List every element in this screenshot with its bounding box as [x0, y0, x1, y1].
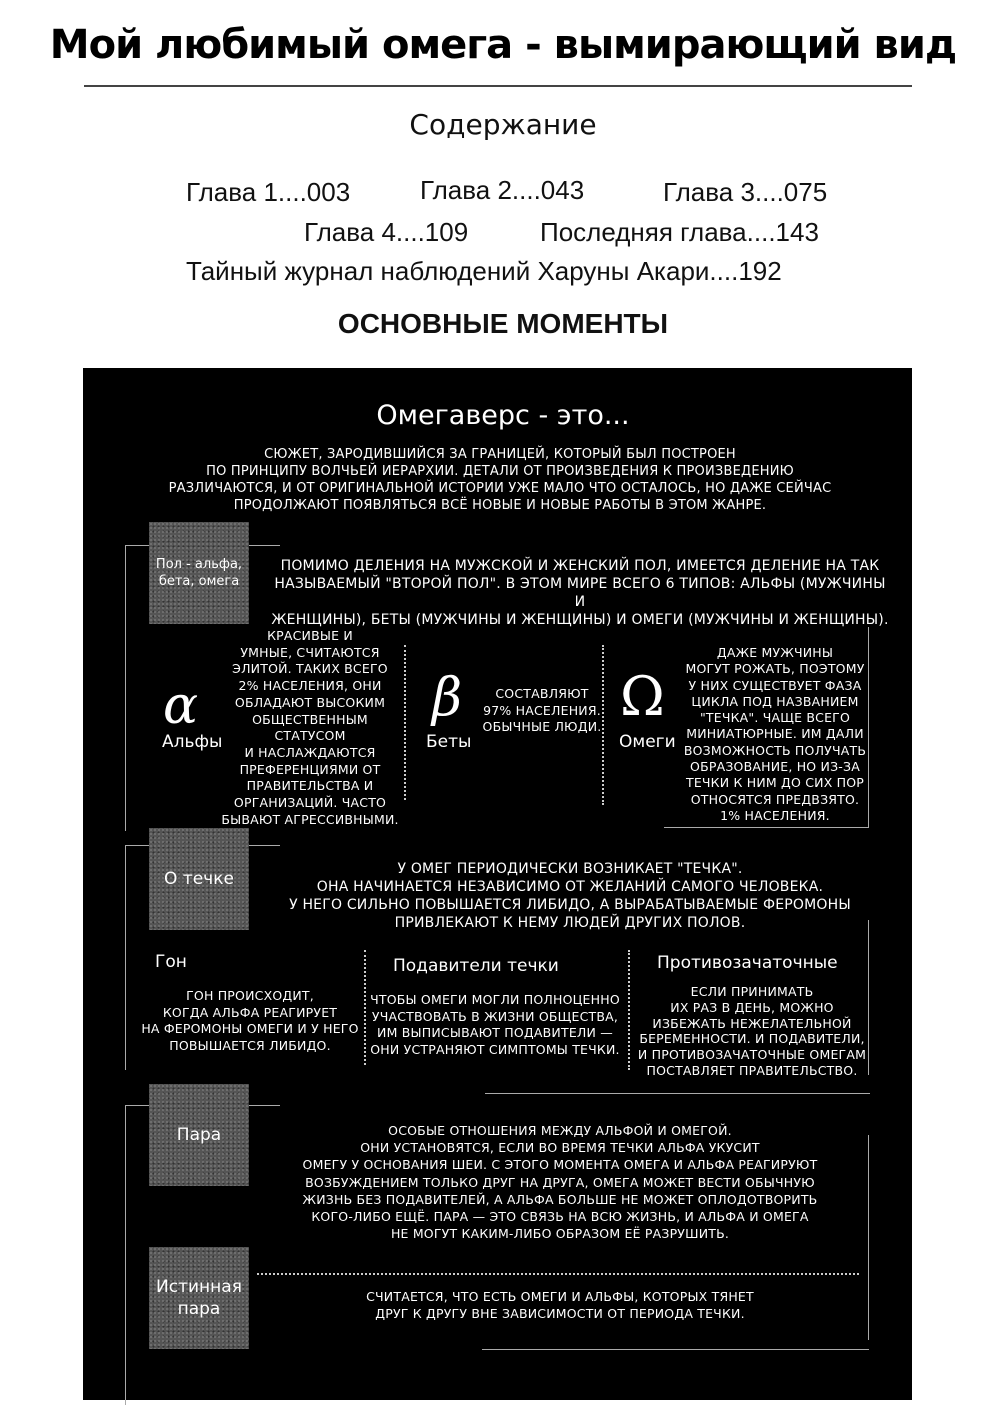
- suppressants-line: УЧАСТВОВАТЬ В ЖИЗНИ ОБЩЕСТВА,: [371, 1008, 619, 1024]
- toc-heading: Содержание: [409, 108, 597, 141]
- alpha-line: БЫВАЮТ АГРЕССИВНЫМИ.: [221, 811, 399, 827]
- omega-line: "ТЕЧКА". ЧАЩЕ ВСЕГО: [699, 710, 851, 726]
- rut-line: ГОН ПРОИСХОДИТ,: [186, 988, 314, 1003]
- contraceptives-title: Противозачаточные: [657, 953, 838, 973]
- toc-item-chapter-4[interactable]: Глава 4....109: [304, 217, 469, 247]
- pair-line: ОНИ УСТАНОВЯТСЯ, ЕСЛИ ВО ВРЕМЯ ТЕЧКИ АЛЬФА УКУСИТ: [360, 1140, 760, 1156]
- omega-label: Омеги: [619, 732, 676, 752]
- beta-description: [478, 686, 606, 736]
- beta-line: ОБЫЧНЫЕ ЛЮДИ.: [482, 719, 602, 734]
- pair-description: [290, 1122, 830, 1242]
- alpha-line: КРАСИВЫЕ И: [267, 628, 353, 643]
- gender-line-left: [125, 545, 150, 546]
- omegaverse-intro: [140, 446, 860, 514]
- true-pair-line: СЧИТАЕТСЯ, ЧТО ЕСТЬ ОМЕГИ И АЛЬФЫ, КОТОРЫХ ТЯНЕТ: [366, 1289, 754, 1304]
- omega-line: ОБРАЗОВАНИЕ, НО ИЗ-ЗА: [690, 759, 860, 775]
- highlights-heading: ОСНОВНЫЕ МОМЕНТЫ: [337, 308, 669, 339]
- rut-line: НА ФЕРОМОНЫ ОМЕГИ И У НЕГО: [141, 1021, 359, 1036]
- omega-box-right: [868, 627, 869, 827]
- omega-line: МОГУТ РОЖАТЬ, ПОЭТОМУ: [685, 661, 865, 677]
- tag-pair-label: Пара: [176, 1125, 222, 1145]
- tag-gender-line: Пол - альфа,: [155, 557, 243, 572]
- toc-item-chapter-1[interactable]: Глава 1....003: [186, 177, 351, 207]
- suppressants-line: ИМ ВЫПИСЫВАЮТ ПОДАВИТЕЛИ —: [377, 1025, 613, 1040]
- tag-gender: [149, 522, 249, 624]
- alpha-label: Альфы: [162, 732, 223, 752]
- suppressants-description: [370, 992, 620, 1058]
- alpha-line: ОБЛАДАЮТ ВЫСОКИМ: [234, 694, 386, 710]
- title-divider: [84, 85, 912, 87]
- omega-line: У НИХ СУЩЕСТВУЕТ ФАЗА: [688, 677, 862, 693]
- omega-line: ТЕЧКИ К НИМ ДО СИХ ПОР: [685, 775, 865, 791]
- suppressants-line: ЧТОБЫ ОМЕГИ МОГЛИ ПОЛНОЦЕННО: [370, 992, 620, 1007]
- omega-line: ВОЗМОЖНОСТЬ ПОЛУЧАТЬ: [683, 742, 867, 758]
- omega-box-bottom: [664, 827, 869, 828]
- true-pair-dotted-line: [257, 1273, 859, 1275]
- pair-line: ОСОБЫЕ ОТНОШЕНИЯ МЕЖДУ АЛЬФОЙ И ОМЕГОЙ.: [388, 1123, 732, 1138]
- omega-line: ОТНОСЯТСЯ ПРЕДВЗЯТО.: [690, 791, 860, 807]
- contraceptives-line: И ПРОТИВОЗАЧАТОЧНЫЕ ОМЕГАМ: [637, 1047, 867, 1063]
- omega-description: [680, 645, 870, 824]
- toc-item-chapter-2[interactable]: Глава 2....043: [420, 175, 585, 205]
- tag-pair: [149, 1084, 249, 1186]
- omega-line: 1% НАСЕЛЕНИЯ.: [720, 807, 830, 823]
- beta-omega-divider: [602, 645, 604, 805]
- alpha-line: УМНЫЕ, СЧИТАЮТСЯ: [240, 644, 380, 660]
- intro-line: СЮЖЕТ, ЗАРОДИВШИЙСЯ ЗА ГРАНИЦЕЙ, КОТОРЫЙ БЫЛ ПОСТРОЕН: [264, 447, 736, 462]
- tag-true-pair-line: Истинная: [156, 1277, 242, 1297]
- pair-box-bottom: [482, 1349, 869, 1350]
- contraceptives-line: ЕСЛИ ПРИНИМАТЬ: [690, 984, 814, 999]
- suppressants-title: Подавители течки: [393, 956, 559, 976]
- intro-line: ПРОДОЛЖАЮТ ПОЯВЛЯТЬСЯ ВСЁ НОВЫЕ И НОВЫЕ РАБОТЫ В ЭТОМ ЖАНРЕ.: [233, 498, 767, 513]
- rut-line: ПОВЫШАЕТСЯ ЛИБИДО.: [169, 1037, 331, 1053]
- pair-line: ВОЗБУЖДЕНИЕМ ТОЛЬКО ДРУГ НА ДРУГА, ОМЕГА МОЖЕТ ВЕСТИ ОБЫЧНУЮ: [305, 1174, 815, 1190]
- beta-label: Беты: [426, 732, 472, 752]
- rut-description: [132, 988, 368, 1054]
- pair-line: НЕ МОГУТ КАКИМ-ЛИБО ОБРАЗОМ ЕЁ РАЗРУШИТЬ.: [390, 1226, 730, 1242]
- tag-true-pair-line: пара: [177, 1299, 221, 1319]
- beta-line: СОСТАВЛЯЮТ: [495, 686, 589, 701]
- contraceptives-description: [636, 984, 868, 1079]
- alpha-line: ОБЩЕСТВЕННЫМ СТАТУСОМ: [252, 711, 368, 744]
- rut-line: КОГДА АЛЬФА РЕАГИРУЕТ: [162, 1004, 338, 1020]
- alpha-line: ЭЛИТОЙ. ТАКИХ ВСЕГО: [232, 661, 388, 677]
- contraceptives-line: ИХ РАЗ В ДЕНЬ, МОЖНО: [670, 999, 834, 1015]
- suppressants-contraceptives-divider: [628, 950, 630, 1070]
- gender-bracket: [125, 545, 126, 831]
- heat-line: У ОМЕГ ПЕРИОДИЧЕСКИ ВОЗНИКАЕТ "ТЕЧКА".: [397, 861, 743, 877]
- toc-item-secret-journal[interactable]: Тайный журнал наблюдений Харуны Акари....192: [186, 256, 782, 286]
- omega-symbol-icon: Ω: [620, 665, 665, 728]
- true-pair-description: [330, 1288, 790, 1322]
- gender-line: НАЗЫВАЕМЫЙ "ВТОРОЙ ПОЛ". В ЭТОМ МИРЕ ВСЕГО 6 ТИПОВ: АЛЬФЫ (МУЖЧИНЫ И: [274, 576, 886, 610]
- gender-line: ЖЕНЩИНЫ), БЕТЫ (МУЖЧИНЫ И ЖЕНЩИНЫ) И ОМЕГИ (МУЖЧИНЫ И ЖЕНЩИНЫ).: [271, 612, 889, 628]
- omegaverse-title: Омегаверс - это...: [376, 400, 630, 431]
- pair-line: ОМЕГУ У ОСНОВАНИЯ ШЕИ. С ЭТОГО МОМЕНТА ОМЕГА И АЛЬФА РЕАГИРУЮТ: [302, 1157, 818, 1173]
- pair-line-left: [125, 1105, 150, 1106]
- omega-line: ДАЖЕ МУЖЧИНЫ: [716, 645, 834, 660]
- beta-line: 97% НАСЕЛЕНИЯ.: [483, 702, 601, 718]
- heat-line: У НЕГО СИЛЬНО ПОВЫШАЕТСЯ ЛИБИДО, А ВЫРАБАТЫВАЕМЫЕ ФЕРОМОНЫ: [289, 897, 851, 913]
- true-pair-line: ДРУГ К ДРУГУ ВНЕ ЗАВИСИМОСТИ ОТ ПЕРИОДА ТЕЧКИ.: [375, 1306, 745, 1321]
- tag-true-pair: [149, 1247, 249, 1349]
- heat-line: ПРИВЛЕКАЮТ К НЕМУ ЛЮДЕЙ ДРУГИХ ПОЛОВ.: [394, 915, 746, 931]
- heat-bracket: [125, 845, 126, 1070]
- heat-box-bottom: [485, 1093, 870, 1094]
- omega-line: МИНИАТЮРНЫЕ. ИМ ДАЛИ: [686, 726, 864, 742]
- gender-line: ПОМИМО ДЕЛЕНИЯ НА МУЖСКОЙ И ЖЕНСКИЙ ПОЛ, ИМЕЕТСЯ ДЕЛЕНИЕ НА ТАК: [280, 558, 880, 574]
- intro-line: РАЗЛИЧАЮТСЯ, И ОТ ОРИГИНАЛЬНОЙ ИСТОРИИ УЖЕ МАЛО ЧТО ОСТАЛОСЬ, НО ДАЖЕ СЕЙЧАС: [168, 481, 832, 496]
- alpha-line: ПРЕФЕРЕНЦИЯМИ ОТ: [239, 761, 381, 777]
- page-title: Мой любимый омега - вымирающий вид: [49, 22, 957, 68]
- omega-line: ЦИКЛА ПОД НАЗВАНИЕМ: [691, 693, 859, 709]
- pair-bracket: [125, 1105, 126, 1405]
- tag-heat: [149, 828, 249, 930]
- toc-item-final-chapter[interactable]: Последняя глава....143: [540, 217, 819, 247]
- pair-box-right: [868, 1135, 869, 1340]
- intro-line: ПО ПРИНЦИПУ ВОЛЧЬЕЙ ИЕРАРХИИ. ДЕТАЛИ ОТ ПРОИЗВЕДЕНИЯ К ПРОИЗВЕДЕНИЮ: [206, 464, 794, 479]
- alpha-line: ОРГАНИЗАЦИЙ. ЧАСТО: [233, 795, 387, 811]
- heat-box-right: [868, 920, 869, 1075]
- tag-gender-line: бета, омега: [158, 574, 240, 589]
- alpha-description: [215, 628, 405, 828]
- heat-line: ОНА НАЧИНАЕТСЯ НЕЗАВИСИМО ОТ ЖЕЛАНИЙ САМОГО ЧЕЛОВЕКА.: [316, 879, 824, 895]
- alpha-beta-divider: [404, 645, 406, 800]
- pair-line: КОГО-ЛИБО ЕЩЁ. ПАРА — ЭТО СВЯЗЬ НА ВСЮ ЖИЗНЬ, И АЛЬФА И ОМЕГА: [311, 1209, 809, 1225]
- heat-line-left: [125, 845, 150, 846]
- heat-description: [270, 860, 870, 932]
- alpha-line: 2% НАСЕЛЕНИЯ, ОНИ: [238, 678, 382, 694]
- toc-item-chapter-3[interactable]: Глава 3....075: [663, 177, 828, 207]
- gender-line-right: [248, 545, 280, 546]
- contraceptives-line: ПОСТАВЛЯЕТ ПРАВИТЕЛЬСТВО.: [646, 1062, 858, 1078]
- rut-title: Гон: [155, 952, 187, 972]
- contraceptives-line: БЕРЕМЕННОСТИ. И ПОДАВИТЕЛИ,: [639, 1031, 865, 1047]
- contraceptives-line: ИЗБЕЖАТЬ НЕЖЕЛАТЕЛЬНОЙ: [652, 1015, 852, 1031]
- alpha-symbol-icon: α: [163, 676, 199, 736]
- alpha-line: И НАСЛАЖДАЮТСЯ: [244, 744, 376, 760]
- rut-suppressants-divider: [364, 950, 366, 1065]
- alpha-line: ПРАВИТЕЛЬСТВА И: [246, 778, 374, 794]
- beta-symbol-icon: β: [432, 668, 463, 728]
- pair-line: ЖИЗНЬ БЕЗ ПОДАВИТЕЛЕЙ, А АЛЬФА БОЛЬШЕ НЕ МОЖЕТ ОПЛОДОТВОРИТЬ: [302, 1191, 818, 1207]
- tag-heat-label: О течке: [164, 869, 234, 889]
- suppressants-line: ОНИ УСТРАНЯЮТ СИМПТОМЫ ТЕЧКИ.: [370, 1041, 620, 1057]
- gender-description: [270, 557, 890, 629]
